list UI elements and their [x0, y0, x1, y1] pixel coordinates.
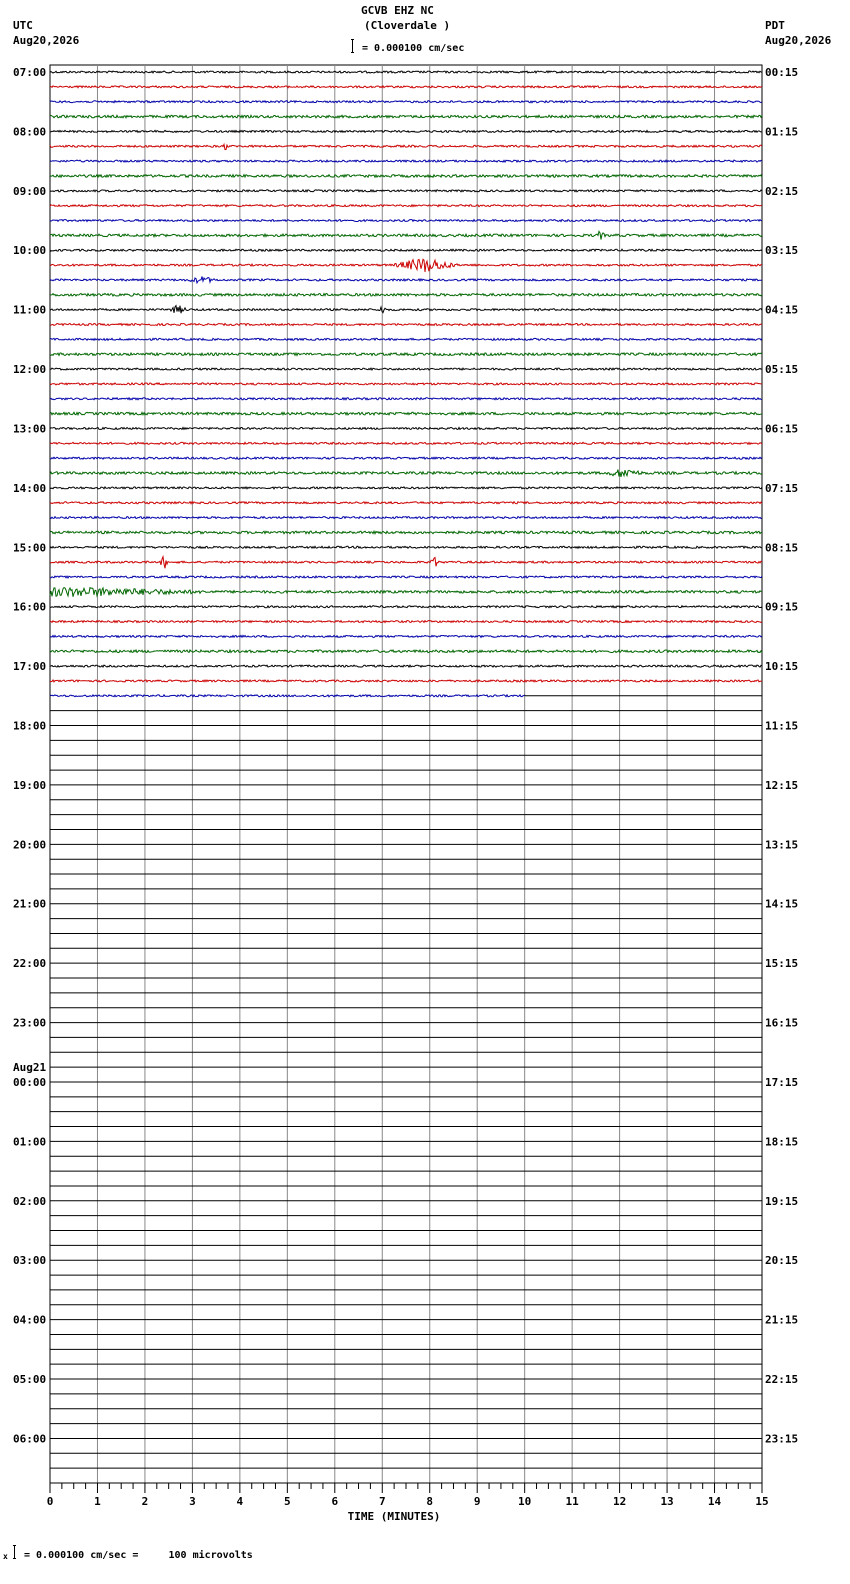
seismic-trace: [50, 457, 762, 459]
utc-hour-label: 00:00: [13, 1075, 47, 1089]
utc-hour-label: 05:00: [13, 1373, 47, 1387]
pdt-hour-label: 10:15: [765, 660, 799, 674]
seismic-trace: [50, 306, 762, 314]
seismic-trace: [50, 130, 762, 132]
seismic-trace: [50, 531, 762, 534]
utc-hour-label: 04:00: [13, 1313, 47, 1327]
utc-hour-label: 17:00: [13, 660, 47, 674]
seismic-trace: [50, 249, 762, 251]
left-date: Aug20,2026: [13, 34, 80, 47]
pdt-hour-label: 05:15: [765, 363, 799, 377]
x-tick-label: 4: [236, 1495, 244, 1508]
x-tick-label: 5: [284, 1495, 291, 1508]
pdt-hour-label: 06:15: [765, 422, 799, 436]
pdt-hour-label: 13:15: [765, 838, 799, 852]
seismic-trace: [50, 115, 762, 118]
x-tick-label: 13: [660, 1495, 674, 1508]
x-tick-label: 15: [755, 1495, 769, 1508]
pdt-hour-label: 11:15: [765, 719, 799, 733]
seismic-trace: [50, 576, 762, 578]
utc-hour-label: 02:00: [13, 1194, 47, 1208]
seismic-trace: [50, 546, 762, 548]
x-axis-label: TIME (MINUTES): [347, 1510, 441, 1523]
footer-prefix: x: [3, 1552, 8, 1561]
seismic-trace: [50, 144, 762, 149]
seismic-trace: [50, 259, 762, 272]
pdt-hour-label: 00:15: [765, 66, 799, 79]
station-location: (Cloverdale ): [364, 19, 451, 32]
utc-hour-label: 11:00: [13, 303, 47, 317]
pdt-hour-label: 09:15: [765, 600, 799, 614]
utc-hour-label: 22:00: [13, 957, 47, 971]
seismic-trace: [50, 442, 762, 444]
x-tick-label: 9: [473, 1495, 481, 1508]
utc-hour-label: 21:00: [13, 897, 47, 911]
seismic-trace: [50, 428, 762, 430]
seismic-trace: [50, 205, 762, 207]
seismic-trace: [50, 86, 762, 88]
pdt-hour-label: 23:15: [765, 1432, 799, 1446]
seismic-trace: [50, 588, 762, 597]
pdt-hour-label: 19:15: [765, 1194, 799, 1208]
right-date: Aug20,2026: [765, 34, 832, 47]
seismic-trace: [50, 650, 762, 653]
seismic-trace: [50, 606, 762, 608]
station-title: GCVB EHZ NC: [361, 4, 434, 17]
x-tick-label: 14: [707, 1495, 722, 1508]
utc-hour-label: 08:00: [13, 125, 47, 139]
utc-hour-label: 19:00: [13, 778, 47, 792]
utc-hour-label: 01:00: [13, 1135, 47, 1149]
pdt-hour-label: 17:15: [765, 1075, 799, 1089]
seismic-trace: [50, 324, 762, 326]
x-tick-label: 1: [94, 1495, 101, 1508]
pdt-hour-label: 15:15: [765, 957, 799, 971]
seismic-trace: [50, 398, 762, 400]
pdt-hour-label: 21:15: [765, 1313, 799, 1327]
utc-hour-label: 23:00: [13, 1016, 47, 1030]
footer-scale-bar-icon: [13, 1545, 16, 1559]
seismic-trace: [50, 338, 762, 340]
pdt-hour-label: 04:15: [765, 303, 799, 317]
pdt-hour-label: 08:15: [765, 541, 799, 555]
seismic-trace: [50, 383, 762, 385]
x-tick-label: 12: [612, 1495, 627, 1508]
utc-hour-label: 13:00: [13, 422, 47, 436]
utc-hour-label: 14:00: [13, 481, 47, 495]
seismic-trace: [50, 101, 762, 103]
seismic-trace: [50, 368, 762, 370]
seismic-trace: [50, 487, 762, 489]
seismic-trace: [50, 502, 762, 504]
pdt-hour-label: 18:15: [765, 1135, 799, 1149]
header-scale-text: = 0.000100 cm/sec: [362, 43, 465, 54]
utc-hour-label: 07:00: [13, 66, 47, 79]
seismic-trace: [50, 190, 762, 192]
pdt-hour-label: 12:15: [765, 778, 799, 792]
utc-hour-label: 03:00: [13, 1254, 47, 1268]
seismic-trace: [50, 277, 762, 283]
pdt-hour-label: 07:15: [765, 481, 799, 495]
utc-hour-label: 16:00: [13, 600, 47, 614]
right-timezone: PDT: [765, 19, 785, 32]
utc-hour-label: 12:00: [13, 363, 47, 377]
pdt-hour-label: 22:15: [765, 1373, 799, 1387]
x-tick-label: 2: [141, 1495, 149, 1508]
pdt-hour-label: 03:15: [765, 244, 799, 258]
utc-date-change-label: Aug21: [13, 1060, 47, 1074]
seismic-trace: [50, 412, 762, 415]
utc-hour-label: 06:00: [13, 1432, 47, 1446]
x-tick-label: 10: [518, 1495, 532, 1508]
utc-hour-label: 18:00: [13, 719, 47, 733]
pdt-hour-label: 16:15: [765, 1016, 799, 1030]
seismic-trace: [50, 680, 762, 682]
footer-scale-text: = 0.000100 cm/sec = 100 microvolts: [24, 1550, 253, 1561]
seismic-trace: [50, 665, 762, 667]
x-tick-label: 11: [565, 1495, 579, 1508]
seismic-trace: [50, 294, 762, 297]
x-tick-label: 0: [46, 1495, 54, 1508]
seismic-trace: [50, 220, 762, 222]
seismic-trace: [50, 231, 762, 239]
utc-hour-label: 20:00: [13, 838, 47, 852]
x-tick-label: 3: [189, 1495, 196, 1508]
utc-hour-label: 09:00: [13, 184, 47, 198]
seismic-trace: [50, 557, 762, 569]
utc-hour-label: 10:00: [13, 244, 47, 258]
x-tick-label: 7: [378, 1495, 386, 1508]
pdt-hour-label: 01:15: [765, 125, 799, 139]
x-tick-label: 6: [331, 1495, 339, 1508]
pdt-hour-label: 14:15: [765, 897, 799, 911]
seismic-trace: [50, 621, 762, 623]
chart-frame: [50, 65, 762, 1483]
pdt-hour-label: 20:15: [765, 1254, 799, 1268]
utc-hour-label: 15:00: [13, 541, 47, 555]
seismic-trace: [50, 160, 762, 162]
seismic-trace: [50, 71, 762, 73]
seismic-trace: [50, 635, 762, 637]
left-timezone: UTC: [13, 19, 33, 32]
seismic-trace: [50, 353, 762, 356]
seismic-trace: [50, 175, 762, 178]
x-tick-label: 8: [426, 1495, 434, 1508]
seismic-trace: [50, 470, 762, 477]
seismic-trace: [50, 517, 762, 519]
pdt-hour-label: 02:15: [765, 184, 799, 198]
